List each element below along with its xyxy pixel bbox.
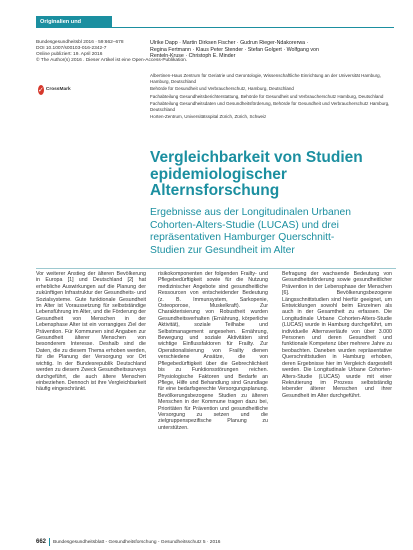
title-line: epidemiologischer <box>150 165 287 183</box>
body-divider <box>36 268 396 269</box>
body-column-1 <box>36 271 146 529</box>
subtitle-line: Cohorten-Alters-Studie (LUCAS) und drei <box>150 219 339 231</box>
page-number: 662 <box>36 539 47 545</box>
subtitle-line: Studien zur Gesundheit im Alter <box>150 244 295 256</box>
section-tag: Originalien und Übersichten <box>36 16 112 28</box>
affiliation: Albertinen-Haus Zentrum für Geriatrie und Gerontologie, Wissenschaftliche Einrichtung an der Universität Hamburg, Hamburg, Deutschland <box>150 73 381 84</box>
affiliation-list <box>150 73 396 122</box>
page-footer <box>36 537 396 547</box>
body-text: Vor weiterer Anstieg der älteren Bevölkerung in Europa [1] und Deutschland [2] hat erhebliche Auswirkungen auf die Planung der zukünftigen Infrastruktur der Gesundheits- und Sozialsysteme. Gute funktionale Gesundheit im Alter ist Voraussetzung für selbstständige Lebensführung im Alter, und die Förderung der Gesundheit von Menschen in der Lebensphase Alter ist ein vorrangiges Ziel der Prävention. Für Kommunen sind Angaben zur Gesundheit älterer Menschen von besonderem Interesse. Deshalb sind die Daten, die zu diesem Thema erhoben werden, für die Planung der Versorgung vor Ort wichtig. In der Bundesrepublik Deutschland werden zu diesem Zweck Gesundheitssurveys durchgeführt, die auch ältere Menschen einbeziehen. Dennoch ist ihre Vergleichbarkeit häufig eingeschränkt. <box>36 271 146 393</box>
crossmark-label: CrossMark <box>45 87 71 92</box>
title-line: Vergleichbarkeit von Studien <box>150 149 363 166</box>
meta-line: © The Author(s) 2016 . Dieser Artikel ist eine Open-Access-Publikation. <box>36 58 188 63</box>
meta-line: Bundesgesundheitsbl 2016 · 59:662–678 <box>36 40 124 45</box>
body-text: Befragung der wachsende Bedeutung von Gesundheitsförderung sowie gesundheitlicher Prävention in der Lebensphase der Menschen [6]. Bevölkerungsbezogene Längsschnittstudien sind hierfür geeignet, um Entwicklungen sowohl beim Einzelnen als auch in der Gesamtheit zu erfassen. Die Longitudinale Urbane Cohorten-Alters-Studie (LUCAS) wurde in Hamburg durchgeführt, um individuelle Alternsverläufe von über 3.000 Personen und deren Gesundheit und funktionale Kompetenz über mehrere Jahre zu beobachten. Daneben wurden repräsentative Querschnittstudien in Hamburg erhoben, deren Ergebnisse hier im Vergleich dargestellt werden. Die Longitudinale Urbane Cohorten-Alters-Studie (LUCAS) wurde mit einer Rekrutierung im Prozess selbstständig lebender älterer Menschen und ihrer Gesundheit im Alter durchgeführt. <box>282 271 392 399</box>
journal-name: Bundesgesundheitsblatt - Gesundheitsforschung - Gesundheitsschutz 5 · 2016 <box>53 540 221 545</box>
footer-separator <box>49 538 50 546</box>
body-column-2 <box>158 271 268 529</box>
subtitle-line: Ergebnisse aus der Longitudinalen Urbanen <box>150 207 351 218</box>
affiliation: Fachabteilung Gesundheitsdaten und Gesundheitsförderung, Behörde für Gesundheit und Verbraucherschutz Hamburg, Deutschland <box>150 100 390 112</box>
body-text: risikokomponenten der folgenden Frailty- und Pflegebedürftigkeit sowie für die Nutzung medizinischer Angebote sind gesundheitliche Ressourcen von entscheidender Bedeutung (z. B. Immunsystem, Sarkopenie, Osteoporose, Muskelkraft). Zur Charakterisierung von Robustheit wurden Gesundheitsverhalten (Ernährung, körperliche Aktivität), soziale Teilhabe und Selbstmanagement angesehen. Ernährung, Bewegung und soziale Aktivitäten sind wichtige Einflussfaktoren für Frailty. Zur Operationalisierung von Frailty dienen verschiedene Ansätze, die von Pflegebedürftigkeit über die Gebrechlichkeit bis zu Funktionsstörungen reichen. Physiologische Faktoren und Bedarfe an Pflege, Hilfe und Behandlung sind Grundlage für eine bedarfsgerechte Versorgungsplanung. Bevölkerungsbezogene Studien zu älteren Menschen in der Kommune tragen dazu bei, Prioritäten für Prävention und gesundheitliche Versorgung zu setzen und die zielgruppenspezifische Planung zu unterstützen. <box>158 271 268 431</box>
crossmark-icon: ✓ <box>38 85 44 94</box>
section-divider <box>112 27 394 28</box>
meta-line: Online publiziert: 19. April 2016 <box>36 52 103 57</box>
affiliation: Horten-Zentrum, Universitätsspital Zürich, Zürich, Schweiz <box>150 114 267 120</box>
crossmark-badge[interactable] <box>38 83 70 96</box>
article-meta <box>36 40 188 64</box>
affiliation: Behörde für Gesundheit und Verbraucherschutz, Hamburg, Deutschland <box>150 86 294 92</box>
affiliation: Fachabteilung Gesundheitsberichterstattung, Behörde für Gesundheit und Verbraucherschutz Hamburg, Deutschland <box>150 93 384 99</box>
meta-line: DOI 10.1007/s00103-016-2342-7 <box>36 46 107 51</box>
title-line: Alternsforschung <box>150 182 280 199</box>
article-subtitle <box>150 207 400 257</box>
author-line: Ulrike Dapp · Martin Dirksen Fischer · Gudrun Rieger-Ndakorerwa · <box>150 40 309 46</box>
author-line: Regina Fertmann · Klaus Peter Stender · Stefan Golgert · Wolfgang von <box>150 46 319 53</box>
author-line: Renteln-Kruse · Christoph E. Minder <box>150 53 236 60</box>
author-list <box>150 40 396 60</box>
body-column-3 <box>282 271 392 529</box>
article-title <box>150 150 398 200</box>
subtitle-line: repräsentativen Hamburger Querschnitt- <box>150 232 335 243</box>
